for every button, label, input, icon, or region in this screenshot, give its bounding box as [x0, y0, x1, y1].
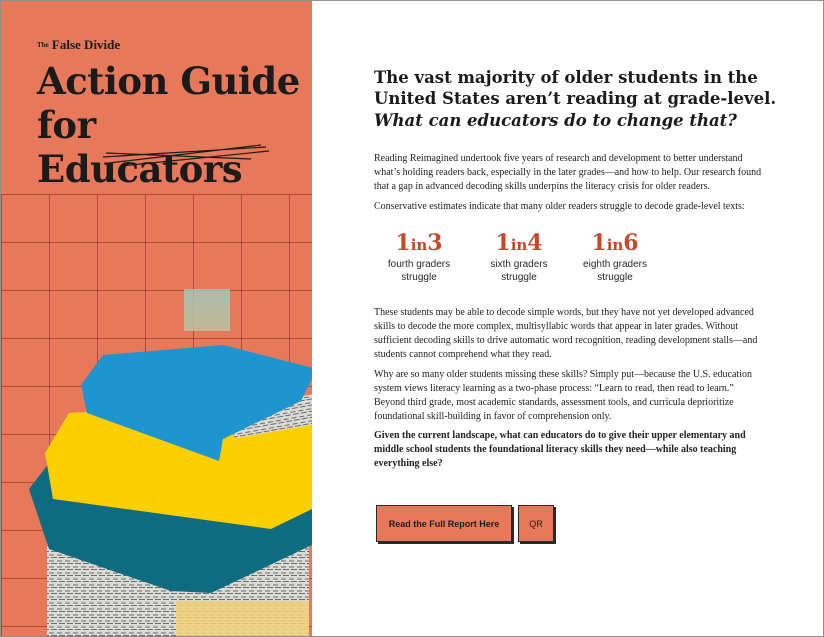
content-panel [312, 1, 823, 636]
stat-fourth-graders [374, 230, 464, 284]
intro-paragraph: Reading Reimagined undertook five years of research and development to better understand what’s holding readers back, especially in the later grades—and how to help. Our research found that a gap in advanced decoding skills underpins the literacy crisis for older readers. [374, 153, 762, 192]
guide-title-line1: Action Guide [37, 59, 300, 103]
stat-figure: 1in6 [591, 230, 639, 256]
stat-eighth-graders [570, 230, 660, 284]
estimate-lead: Conservative estimates indicate that many older readers struggle to decode grade-level texts: [374, 201, 745, 212]
book-stack-illustration [1, 1, 312, 636]
stat-label: fourth graders struggle [387, 259, 451, 283]
stats-row [374, 230, 674, 290]
cover-panel [1, 1, 312, 636]
students-paragraph: These students may be able to decode simple words, but they have not yet developed advanced skills to decode the more complex, multisyllabic words that appear in later grades. Without sufficient decoding skills to drive automatic word recognition, reading development stalls—and students cannot comprehend what they read. [374, 307, 758, 360]
guide-title-line2: for Educators [37, 103, 243, 191]
read-report-button[interactable]: Read the Full Report Here [376, 505, 512, 542]
stat-label: sixth graders struggle [490, 259, 548, 283]
brand-name: False Divide [51, 37, 121, 52]
yellow-highlight [176, 601, 309, 636]
question-heading: What can educators do to change that? [374, 111, 737, 130]
stat-figure: 1in3 [395, 230, 443, 256]
closing-question: Given the current landscape, what can educators do to give their upper elementary and middle school students the foundational literacy skills they need—while also teaching everything else? [374, 430, 746, 469]
stat-label: eighth graders struggle [583, 259, 647, 283]
qr-code-link[interactable]: QR [518, 505, 554, 542]
stat-sixth-graders [474, 230, 564, 284]
headline: The vast majority of older students in the United States aren’t reading at grade-level. [374, 68, 777, 108]
why-paragraph: Why are so many older students missing these skills? Simply put—because the U.S. education system views literacy learning as a two-phase process: “Learn to read, then read to learn.” Beyond third grade, most academic standards, assessment tools, and curricula deprioritize foundational skill-building in favor of comprehension only. [374, 369, 752, 422]
brand-article: The [37, 41, 49, 49]
stat-figure: 1in4 [495, 230, 543, 256]
